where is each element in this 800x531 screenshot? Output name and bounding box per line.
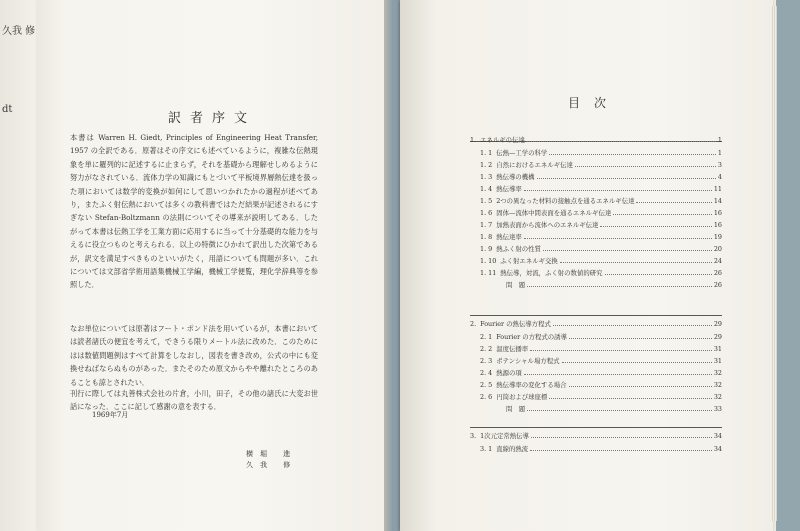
toc-section: [480, 368, 722, 378]
toc-number: 1. 8: [480, 233, 493, 241]
toc-page-number: 31: [713, 357, 722, 365]
toc-number: 1. 10: [480, 257, 497, 265]
toc-number: 1. 1: [480, 149, 493, 157]
toc-entry-title: 熱伝導率: [496, 185, 522, 193]
toc-entry-title: エネルギの伝達: [480, 136, 525, 144]
toc-leader-dots: [549, 149, 716, 155]
toc-leader-dots: [543, 245, 712, 251]
toc-page-number: 29: [713, 333, 722, 341]
toc-number: 1. 6: [480, 209, 493, 217]
toc-page-number: 16: [713, 221, 722, 229]
toc-leader-dots: [527, 405, 712, 411]
toc-section: [480, 444, 722, 454]
toc-section: [480, 356, 722, 366]
toc-number: 1. 9: [480, 245, 493, 253]
toc-number: 2. 5: [480, 381, 493, 389]
left-underlying-page: [0, 0, 40, 531]
toc-page-number: 24: [713, 257, 722, 265]
toc-entry-title: ポテンシャル場方程式: [496, 357, 560, 365]
toc-page-number: 26: [713, 281, 722, 289]
toc-leader-dots: [605, 269, 712, 275]
toc-leader-dots: [569, 333, 712, 339]
toc-page-number: 11: [713, 185, 722, 193]
toc-entry-title: 2つの異なった材料の接触点を通るエネルギ伝達: [496, 197, 635, 205]
toc-rule: [470, 315, 722, 316]
toc-leader-dots: [636, 197, 711, 203]
toc-problems: [502, 404, 722, 414]
toc-section: [480, 344, 722, 354]
toc-page-number: 3: [717, 161, 722, 169]
toc-problems: [502, 280, 722, 290]
toc-entry-title: 固体—流体中間表面を通るエネルギ伝達: [496, 209, 612, 217]
toc-number: 2. 2: [480, 345, 493, 353]
toc-page-number: 31: [713, 345, 722, 353]
toc-section: [480, 332, 722, 342]
toc-leader-dots: [549, 393, 712, 399]
toc-leader-dots: [524, 369, 712, 375]
toc-entry-title: 伝熱—工学の科学: [496, 149, 548, 157]
toc-number: 3.: [470, 432, 477, 440]
toc-entry-title: 熱ふく射の性質: [496, 245, 541, 253]
toc-section: [480, 208, 722, 218]
toc-section: [480, 268, 722, 278]
toc-entry-title: 熱伝導の機構: [496, 173, 535, 181]
toc-leader-dots: [613, 209, 712, 215]
toc-entry-title: 熱伝導，対流，ふく射の数値的研究: [500, 269, 603, 277]
toc-page-number: 33: [713, 405, 722, 413]
toc-number: 1.: [470, 136, 477, 144]
toc-leader-dots: [527, 136, 716, 142]
toc-section: [480, 160, 722, 170]
toc-leader-dots: [553, 320, 712, 326]
toc-entry-title: 直線的熱流: [496, 445, 529, 453]
contents-title: 目次: [568, 96, 621, 110]
toc-entry-title: 問 題: [506, 281, 526, 289]
preface-paragraph: 刊行に際しては丸善株式会社の片倉，小川，田子，その他の諸氏に大変お世話になった．ここに記して感謝の意を表する．: [70, 389, 318, 412]
toc-page-number: 1: [717, 136, 722, 144]
toc-section: [480, 380, 722, 390]
margin-fragment: 久我 修: [2, 26, 36, 37]
toc-leader-dots: [569, 381, 712, 387]
preface-title: 訳者序文: [168, 111, 257, 126]
toc-page-number: 32: [713, 381, 722, 389]
margin-fragment: dt: [2, 104, 13, 115]
toc-leader-dots: [524, 185, 712, 191]
toc-entry-title: 問 題: [506, 405, 526, 413]
toc-leader-dots: [600, 221, 711, 227]
toc-number: 2. 6: [480, 393, 493, 401]
toc-page-number: 26: [713, 269, 722, 277]
toc-page-number: 32: [713, 369, 722, 377]
toc-entry-title: Fourier の方程式の誘導: [496, 333, 567, 341]
toc-section: [480, 172, 722, 182]
toc-number: 3. 1: [480, 445, 493, 453]
toc-leader-dots: [537, 173, 716, 179]
toc-entry-title: ふく射エネルギ交換: [500, 257, 558, 265]
toc-leader-dots: [530, 445, 712, 451]
toc-section: [480, 256, 722, 266]
toc-leader-dots: [530, 345, 712, 351]
toc-leader-dots: [531, 432, 712, 438]
toc-number: 2. 3: [480, 357, 493, 365]
toc-page-number: 16: [713, 209, 722, 217]
toc-entry-title: 温度伝播率: [496, 345, 529, 353]
translator-name: 久我 修: [246, 461, 298, 469]
toc-number: 1. 11: [480, 269, 497, 277]
left-book-edge: [384, 0, 392, 531]
toc-page-number: 20: [713, 245, 722, 253]
preface-date: 1969年7月: [92, 411, 129, 419]
preface-paragraph: 本書は Warren H. Giedt, Principles of Engineering Heat Transfer, 1957 の全訳である．原著はその序文にも述べているように，複雑な伝熱現象を単に羅列的に記述するに止まらず，それを基礎から理解せしめるように努力がなされている．流体力学の知識にもとづいて平板境界層熱伝達を扱った項においては数学的変換が如何にして思いつかれたかの過程が述べてあり，またふく射伝熱においては多くの教科書ではただ結果が記述されるにすぎない Stefan-Boltzmann の法則についてその導来が説明してある．したがって本書は伝熱工学を工業方面に応用するに当って十分基礎的な能力を与えるに役立つものと考えられる．以上の特徴にひかれて訳出した次第であるが，訳文を満足すべきものといいがたく，用語についても問題が多い．これについては文部省学術用語集機械工学編，機械工学便覧，理化学辞典等を参照した．: [70, 133, 318, 290]
toc-section: [480, 392, 722, 402]
toc-page-number: 14: [713, 197, 722, 205]
toc-chapter: [470, 135, 722, 145]
page-stack-edge: [772, 6, 777, 521]
toc-number: 1. 3: [480, 173, 493, 181]
toc-page-number: 34: [713, 445, 722, 453]
translator-name: 横堀 進: [246, 450, 298, 458]
toc-chapter: [470, 319, 722, 329]
toc-entry-title: 円筒および球座標: [496, 393, 548, 401]
toc-section: [480, 220, 722, 230]
toc-leader-dots: [562, 357, 712, 363]
toc-page-number: 19: [713, 233, 722, 241]
toc-entry-title: 加熱表面から流体へのエネルギ伝達: [496, 221, 599, 229]
toc-entry-title: 自然におけるエネルギ伝達: [496, 161, 573, 169]
toc-page-number: 1: [717, 149, 722, 157]
toc-section: [480, 244, 722, 254]
toc-entry-title: 熱伝達率: [496, 233, 522, 241]
toc-page-number: 32: [713, 393, 722, 401]
toc-number: 1. 5: [480, 197, 493, 205]
toc-number: 2.: [470, 320, 477, 328]
toc-entry-title: 熱源の項: [496, 369, 522, 377]
toc-entry-title: 熱伝導率の変化する場合: [496, 381, 567, 389]
toc-section: [480, 148, 722, 158]
toc-number: 1. 4: [480, 185, 493, 193]
toc-number: 2. 4: [480, 369, 493, 377]
toc-page-number: 29: [713, 320, 722, 328]
toc-page-number: 4: [717, 173, 722, 181]
toc-number: 1. 7: [480, 221, 493, 229]
toc-entry-title: Fourier の熱伝導方程式: [480, 320, 551, 328]
toc-leader-dots: [527, 281, 712, 287]
preface-paragraph: なお単位については原著はフート・ポンド法を用いているが，本書においては読者諸氏の便宜を考えて，できうる限りメートル法に改めた．このためにはは数値問題例はすべて計算をしなおし，図表を書き改め，公式の中にも変換せねばならぬものがあった．またそのため原文からやや離れたところのあることも諒とされたい．: [70, 324, 318, 387]
toc-number: 2. 1: [480, 333, 493, 341]
toc-entry-title: 1次元定常熱伝導: [480, 432, 529, 440]
toc-section: [480, 184, 722, 194]
toc-leader-dots: [560, 257, 712, 263]
toc-leader-dots: [575, 161, 716, 167]
toc-section: [480, 196, 722, 206]
toc-rule: [470, 427, 722, 428]
toc-page-number: 34: [713, 432, 722, 440]
toc-number: 1. 2: [480, 161, 493, 169]
toc-section: [480, 232, 722, 242]
toc-leader-dots: [524, 233, 712, 239]
toc-chapter: [470, 431, 722, 441]
